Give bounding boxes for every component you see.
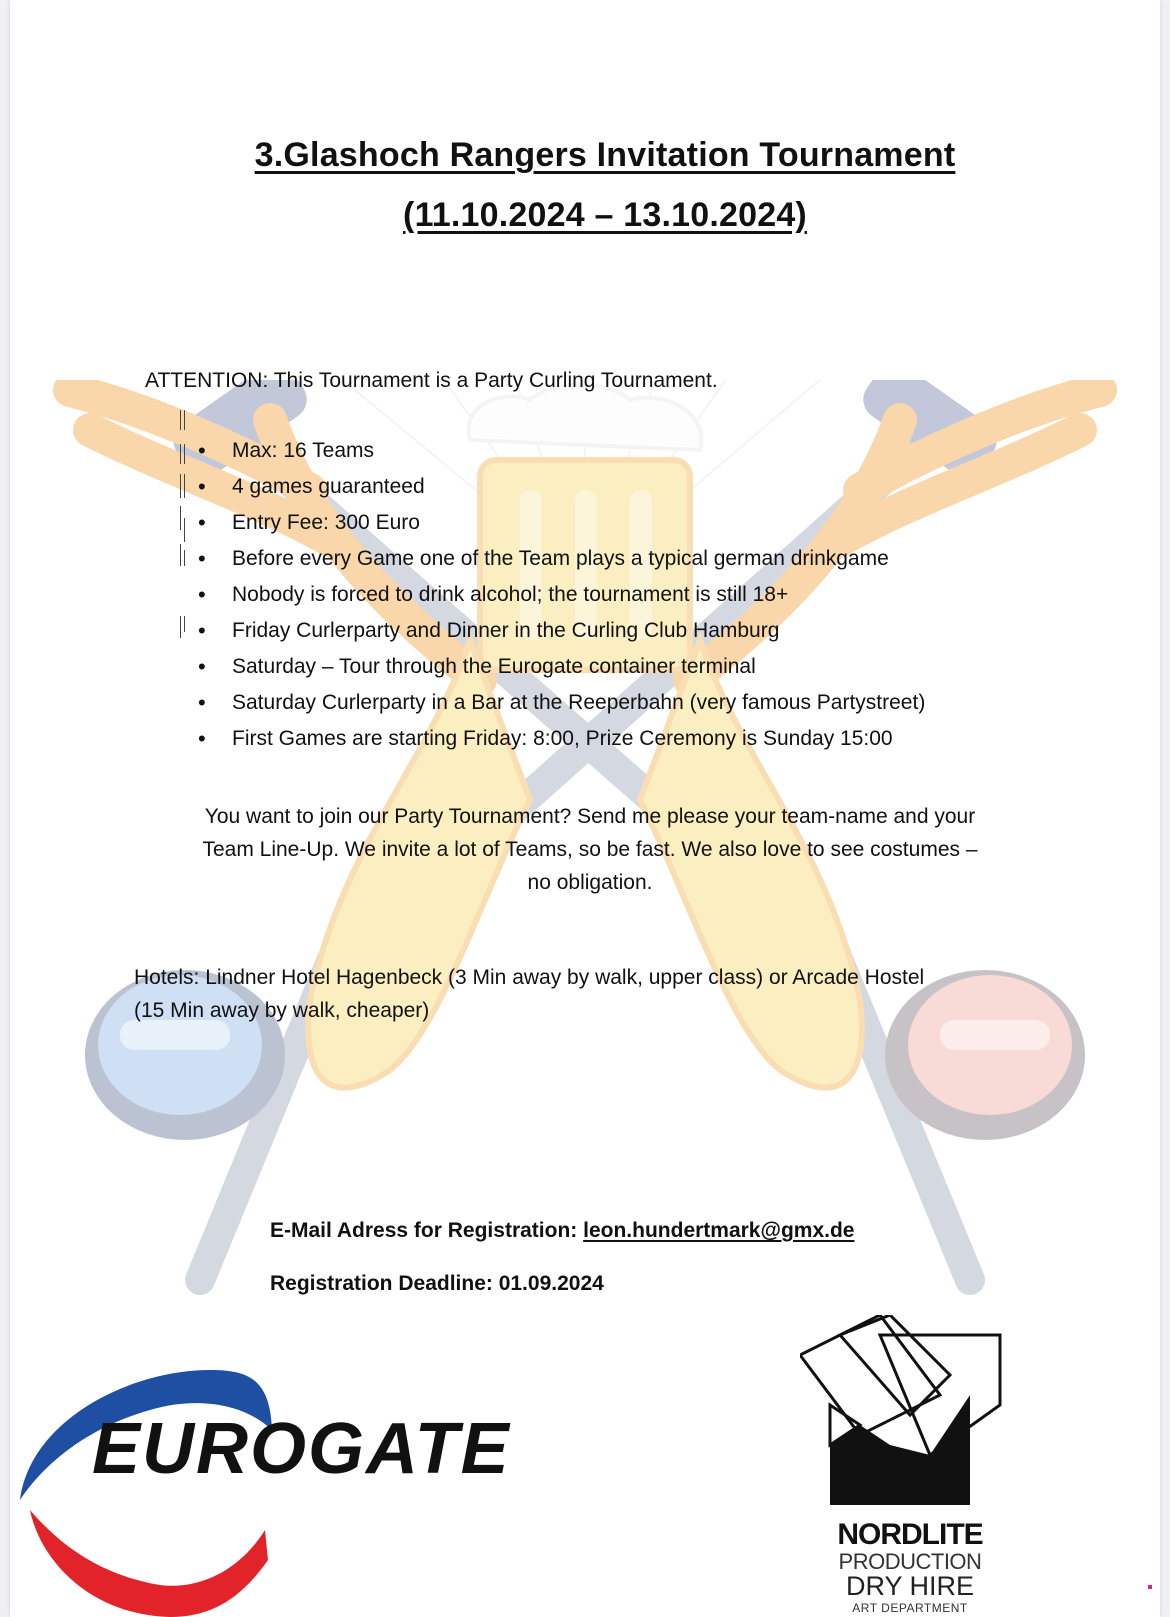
- attention-note: ATTENTION: This Tournament is a Party Curling Tournament.: [145, 369, 718, 392]
- document-page: [10, 0, 1160, 1617]
- hotels-line: Hotels: Lindner Hotel Hagenbeck (3 Min away by walk, upper class) or Arcade Hostel: [134, 966, 925, 989]
- nordlite-mark-icon: [800, 1315, 1020, 1515]
- list-item: • Friday Curlerparty and Dinner in the Curling Club Hamburg: [198, 618, 925, 654]
- list-item: • First Games are starting Friday: 8:00, Prize Ceremony is Sunday 15:00: [198, 726, 925, 762]
- list-item: • 4 games guaranteed: [198, 474, 925, 510]
- list-item: • Saturday Curlerparty in a Bar at the Reeperbahn (very famous Partystreet): [198, 690, 925, 726]
- tournament-title: 3.Glashoch Rangers Invitation Tournament: [254, 136, 956, 174]
- stray-mark: [1148, 1585, 1152, 1589]
- invitation-paragraph: [150, 800, 1030, 899]
- list-item: • Entry Fee: 300 Euro: [198, 510, 925, 546]
- registration-email-label: E-Mail Adress for Registration:: [270, 1219, 578, 1242]
- eurogate-wordmark: EUROGATE: [92, 1409, 511, 1489]
- hotels-line: (15 Min away by walk, cheaper): [134, 999, 430, 1022]
- tournament-dates: (11.10.2024 – 13.10.2024): [403, 196, 807, 234]
- nordlite-name: NORDLITE: [837, 1518, 983, 1551]
- list-item: • Before every Game one of the Team plays a typical german drinkgame: [198, 546, 925, 582]
- list-item: • Max: 16 Teams: [198, 438, 925, 474]
- registration-email-link[interactable]: leon.hundertmark@gmx.de: [583, 1219, 855, 1242]
- registration-deadline: Registration Deadline: 01.09.2024: [270, 1272, 604, 1295]
- list-item: • Saturday – Tour through the Eurogate container terminal: [198, 654, 925, 690]
- list-item: • Nobody is forced to drink alcohol; the tournament is still 18+: [198, 582, 925, 618]
- nordlite-art-department: ART DEPARTMENT: [852, 1601, 968, 1615]
- invitation-line: Team Line-Up. We invite a lot of Teams, so be fast. We also love to see costumes –: [202, 838, 978, 861]
- revision-marks: [180, 410, 192, 660]
- nordlite-dry-hire: DRY HIRE: [845, 1571, 975, 1601]
- invitation-line: You want to join our Party Tournament? Send me please your team-name and your: [204, 805, 976, 828]
- invitation-line: no obligation.: [527, 871, 653, 894]
- eurogate-red-swoosh: [30, 1510, 268, 1617]
- registration-email-line: [270, 1219, 854, 1243]
- hotels-paragraph: [134, 961, 1014, 1027]
- nordlite-logo: [800, 1315, 1020, 1617]
- nordlite-production: PRODUCTION: [838, 1549, 982, 1574]
- eurogate-logo: [10, 1370, 600, 1617]
- tournament-details-list: [198, 438, 925, 762]
